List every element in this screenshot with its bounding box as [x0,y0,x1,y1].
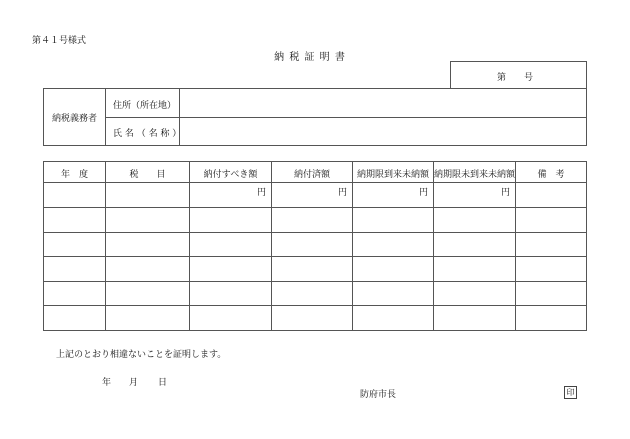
yen-unit-not-yet-due: 円 [500,188,510,198]
yen-unit-amount-due: 円 [256,188,266,198]
address-label: 住所（所在地） [113,101,177,111]
header-overdue-unpaid: 納期限到来未納額 [356,170,429,180]
date-month: 月 [129,378,139,388]
address-field[interactable] [181,90,585,115]
seal-mark: 印 [564,386,577,399]
header-tax-item: 税 目 [129,170,166,180]
header-not-yet-due-unpaid: 納期限未到来未納額 [434,170,516,180]
header-remarks: 備 考 [537,170,565,180]
name-label: 氏 名 （ 名 称 ） [113,129,182,139]
form-number: 第４１号様式 [32,36,87,46]
date-year: 年 [102,378,112,388]
page-title: 納 税 証 明 書 [274,52,346,63]
taxpayer-label: 納税義務者 [52,114,98,124]
cert-number-label: 第 号 [497,73,534,83]
certification-text: 上記のとおり相違ないことを証明します。 [56,350,227,360]
issuer: 防府市長 [360,390,397,400]
name-field[interactable] [181,119,585,143]
header-amount-paid: 納付済額 [293,170,330,180]
yen-unit-amount-paid: 円 [337,188,347,198]
header-amount-due: 納付すべき額 [203,170,258,180]
header-year: 年 度 [60,170,88,180]
yen-unit-overdue: 円 [418,188,428,198]
date-day: 日 [158,378,168,388]
